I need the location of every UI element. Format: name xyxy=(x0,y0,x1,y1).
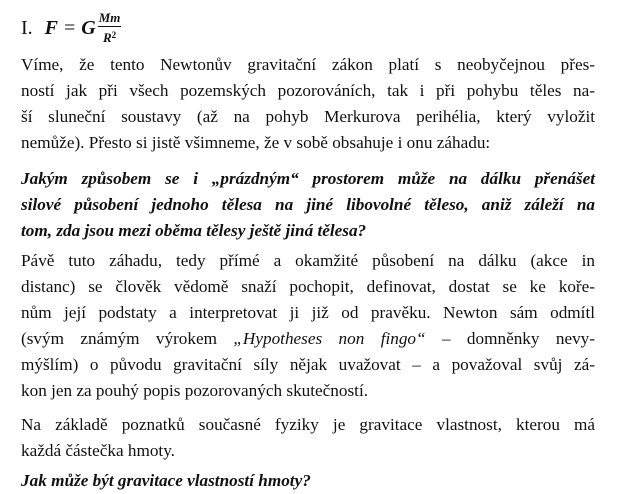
line-text: (svým známým výrokem xyxy=(21,329,234,348)
paragraph-line: distanc) se člověk vědomě snaží pochopit, definovat, dostat se ke koře- xyxy=(21,277,595,296)
section-number: I. xyxy=(21,16,33,39)
paragraph-4 xyxy=(21,412,595,464)
section-heading xyxy=(21,10,121,46)
paragraph-line: tom, zda jsou mezi oběma tělesy ještě jiná tělesa? xyxy=(21,221,367,240)
newton-quote: „Hypotheses non fingo“ xyxy=(233,329,426,348)
paragraph-line xyxy=(21,326,595,352)
paragraph-1 xyxy=(21,52,595,156)
formula-constant: G xyxy=(81,16,96,39)
paragraph-line: ností jak při všech pozemských pozorováních, tak i při pohybu těles na- xyxy=(21,81,595,100)
paragraph-question-2 xyxy=(21,468,595,494)
formula-equals: = xyxy=(64,16,76,39)
formula-fraction xyxy=(98,11,122,45)
paragraph-line: Víme, že tento Newtonův gravitační zákon platí s neobyčejnou přes- xyxy=(21,55,595,74)
formula-denominator-exponent: 2 xyxy=(111,30,117,40)
paragraph-line: mýšlím) o původu gravitační síly nějak uvažovat – a považoval svůj zá- xyxy=(21,355,595,374)
formula-numerator: Mm xyxy=(98,10,121,25)
formula-force: F xyxy=(44,16,59,39)
document-page xyxy=(21,0,596,490)
formula-denominator xyxy=(103,27,116,45)
line-text: – domněnky nevy- xyxy=(425,329,596,348)
paragraph-line: každá částečka hmoty. xyxy=(21,441,175,460)
paragraph-line: nemůže). Přesto si jistě všimneme, že v sobě obsahuje i onu záhadu: xyxy=(21,133,491,152)
formula-denominator-base: R xyxy=(103,30,112,45)
paragraph-line: silové působení jednoho tělesa na jiné libovolné těleso, aniž záleží na xyxy=(21,195,595,214)
paragraph-line: Jakým způsobem se i „prázdným“ prostorem může na dálku přenášet xyxy=(21,169,595,188)
paragraph-line: nům její podstaty a interpretovat ji již od pravěku. Newton sám odmítl xyxy=(21,303,595,322)
paragraph-line: Pávě tuto záhadu, tedy přímé a okamžité působení na dálku (akce in xyxy=(21,251,595,270)
paragraph-3 xyxy=(21,248,595,404)
gravity-formula xyxy=(45,11,122,45)
paragraph-question xyxy=(21,166,595,244)
paragraph-line: Jak může být gravitace vlastností hmoty? xyxy=(21,471,311,490)
paragraph-line: kon jen za pouhý popis pozorovaných skutečností. xyxy=(21,381,369,400)
paragraph-line: Na základě poznatků současné fyziky je gravitace vlastnost, kterou má xyxy=(21,415,595,434)
paragraph-line: ší sluneční soustavy (až na pohyb Merkurova perihélia, který vyložit xyxy=(21,107,595,126)
